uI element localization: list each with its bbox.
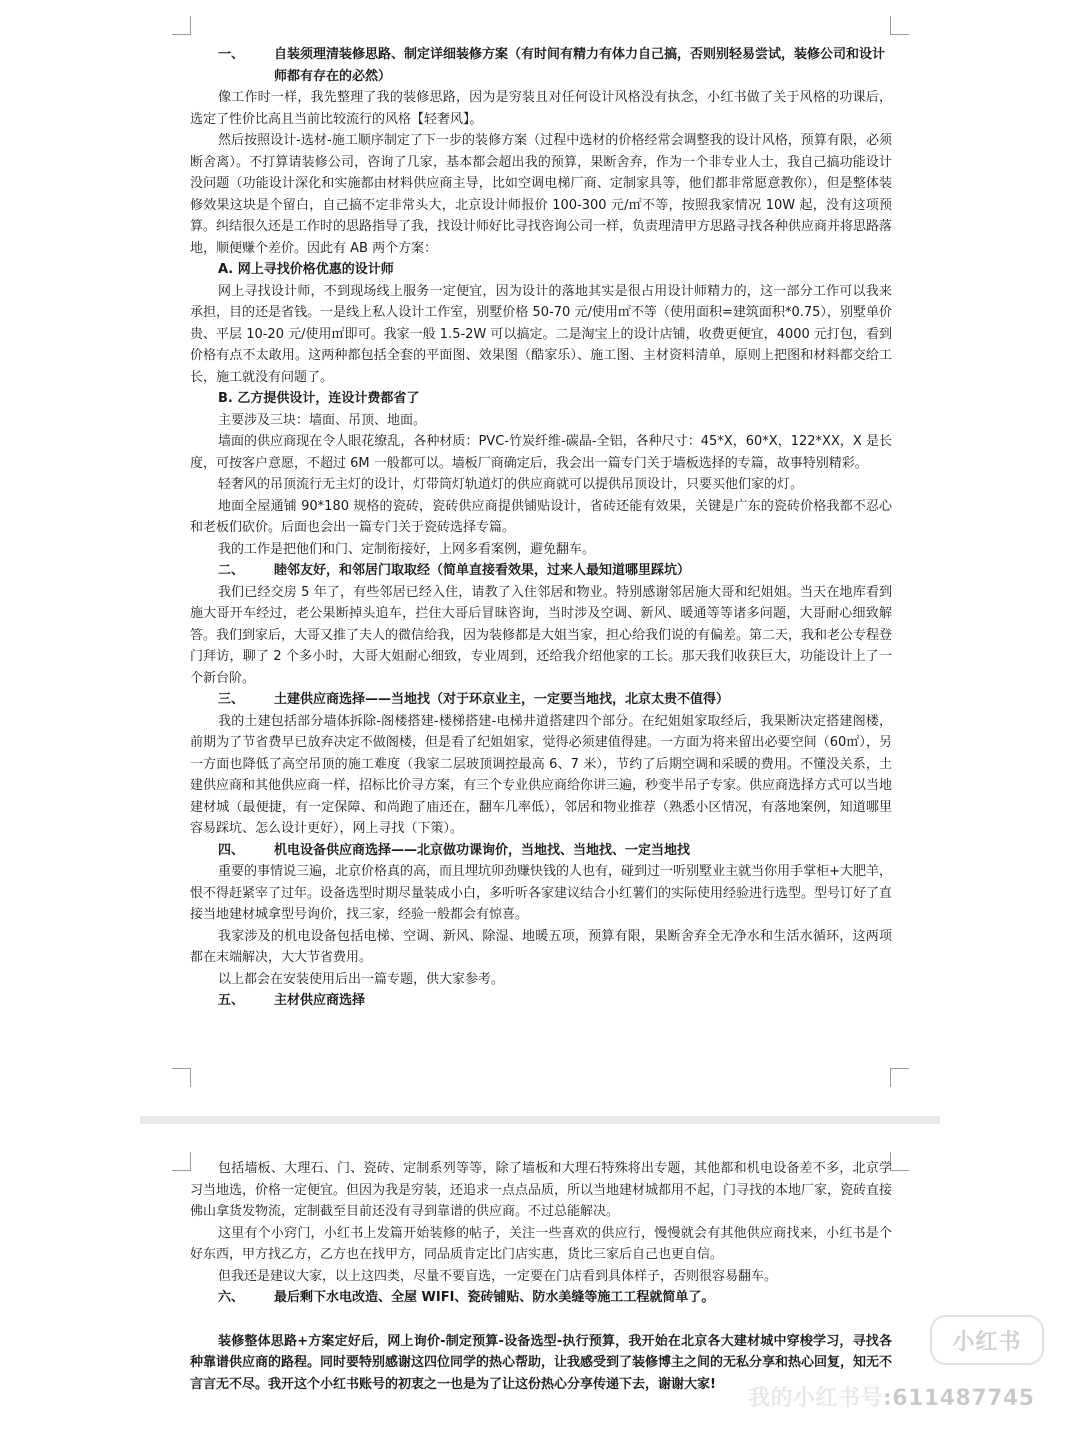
section-4-heading [190, 840, 892, 862]
page-corner-mark [172, 1152, 191, 1171]
paragraph: 这里有个小窍门，小红书上发篇开始装修的帖子，关注一些喜欢的供应行，慢慢就会有其他供应商找来，小红书是个好东西，甲方找乙方，乙方也在找甲方，同品质肯定比门店实惠，货比三家后自己也更自信。 [190, 1225, 892, 1262]
xiaohongshu-logo-watermark: 小红书 [930, 1315, 1044, 1365]
conclusion-paragraph: 装修整体思路+方案定好后，网上询价-制定预算-设备选型-执行预算，我开始在北京各大建材城中穿梭学习，寻找各种靠谱供应商的路程。同时要特别感谢这四位同学的热心帮助，让我感受到了装修博主之间的无私分享和热心回复，知无不言言无不尽。我开这个小红书账号的初衷之一也是为了让这份热心分享传递下去，谢谢大家! [190, 1333, 893, 1392]
section-title: 土建供应商选择——当地找（对于环京业主，一定要当地找，北京太贵不值得） [274, 692, 730, 707]
page-corner-mark [172, 16, 191, 35]
page-corner-mark [890, 16, 909, 35]
section-number: 三、 [218, 692, 245, 707]
paragraph: 网上寻找设计师，不到现场线上服务一定便宜，因为设计的落地其实是很占用设计师精力的，这一部分工作可以我来承担，目的还是省钱。一是线上私人设计工作室，别墅价格 50-70 元/使用㎡不等（使用面积=建筑面积*0.75），别墅单价贵、平层 10-20 元/使用㎡即可。我家一般 1.5-2W 可以搞定。二是淘宝上的设计店铺，收费更便宜，4000 元打包，看到价格有点不太敢用。这两种都包括全套的平面图、效果图（酷家乐）、施工图、主材资料清单，原则上把图和材料都交给工长，施工就没有问题了。 [190, 283, 892, 385]
subsection-a-title: A. 网上寻找价格优惠的设计师 [218, 262, 394, 277]
section-number: 二、 [218, 563, 245, 578]
paragraph: 我们已经交房 5 年了，有些邻居已经入住，请教了入住邻居和物业。特别感谢邻居施大哥和纪姐姐。当天在地库看到施大哥开车经过，老公果断掉头追车，拦住大哥后冒昧咨询，当时涉及空调、新风、暖通等等诸多问题，大哥耐心细致解答。我们到家后，大哥又推了夫人的微信给我，因为装修都是大姐当家，担心给我们说的有偏差。第二天，我和老公专程登门拜访，聊了 2 个多小时，大哥大姐耐心细致，专业周到，还给我介绍他家的工长。那天我们收获巨大，功能设计上了一个新台阶。 [190, 584, 893, 686]
paragraph: 我的工作是把他们和门、定制衔接好，上网多看案例，避免翻车。 [218, 541, 596, 557]
section-5-heading [190, 990, 892, 1012]
paragraph: 主要涉及三块：墙面、吊顶、地面。 [218, 412, 427, 428]
page-corner-mark [172, 1068, 191, 1087]
paragraph: 墙面的供应商现在令人眼花缭乱，各种材质：PVC-竹炭纤维-碳晶-全铝，各种尺寸：45*X，60*X，122*XX，X 是长度，可按客户意愿，不超过 6M 一般都可以。墙板厂商确定后，我会出一篇专门关于墙板选择的专篇，故事特别精彩。 [190, 434, 892, 471]
section-2-heading [190, 560, 892, 582]
section-title: 主材供应商选择 [274, 993, 366, 1008]
section-title: 睦邻友好，和邻居门取取经（简单直接看效果，过来人最知道哪里踩坑） [274, 563, 691, 578]
section-title: 最后剩下水电改造、全屋 WIFI、瓷砖铺贴、防水美缝等施工工程就简单了。 [274, 1290, 715, 1305]
subsection-b-title: B. 乙方提供设计，连设计费都省了 [218, 391, 420, 406]
section-6-heading [190, 1287, 892, 1309]
section-3-heading [190, 689, 892, 711]
section-1-heading [190, 44, 892, 87]
account-id-watermark: 我的小红书号:611487745 [748, 1386, 1035, 1411]
page-2-content [190, 1158, 892, 1395]
paragraph: 地面全屋通铺 90*180 规格的瓷砖，瓷砖供应商提供铺贴设计，省砖还能有效果，关键是广东的瓷砖价格我都不忍心和老板们砍价。后面也会出一篇专门关于瓷砖选择专篇。 [190, 498, 892, 535]
section-title: 机电设备供应商选择——北京做功课询价，当地找、当地找、一定当地找 [274, 842, 691, 858]
page-separator [140, 1116, 940, 1124]
section-number: 六、 [218, 1290, 245, 1305]
paragraph: 然后按照设计-选材-施工顺序制定了下一步的装修方案（过程中选材的价格经常会调整我的设计风格，预算有限，必须断舍离）。不打算请装修公司，咨询了几家，基本都会超出我的预算，果断舍弃，作为一个非专业人士，我自己搞功能设计没问题（功能设计深化和实施都由材料供应商主导，比如空调电梯厂商、定制家具等，他们都非常愿意教你），但是整体装修效果这块是个留白，自己搞不定非常头大，北京设计师报价 100-300 元/㎡不等，按照我家情况 10W 起，没有这项预算。纠结很久还是工作时的思路指导了我，找设计师好比寻找咨询公司一样，负责理清甲方思路寻找各种供应商并将思路落地，顺便赚个差价。因此有 AB 两个方案： [190, 133, 893, 256]
section-number: 四、 [218, 842, 245, 858]
section-number: 五、 [218, 993, 245, 1008]
paragraph: 我的土建包括部分墙体拆除-阁楼搭建-楼梯搭建-电梯井道搭建四个部分。在纪姐姐家取经后，我果断决定搭建阁楼，前期为了节省费早已放弃决定不做阁楼，但是看了纪姐姐家，觉得必须建值得建。一方面为将来留出必要空间（60㎡），另一方面也降低了高空吊顶的施工难度（我家二层玻顶调控最高 6、7 米），节约了后期空调和采暖的费用。不懂没关系，土建供应商和其他供应商一样，招标比价寻方案，有三个专业供应商给你讲三遍，秒变半吊子专家。供应商选择方式可以当地建材城（最便捷，有一定保障、和尚跑了庙还在，翻车几率低），邻居和物业推荐（熟悉小区情况，有落地案例，知道哪里容易踩坑、怎么设计更好），网上寻找（下策）。 [190, 713, 893, 836]
section-number: 一、 [218, 47, 245, 62]
paragraph: 包括墙板、大理石、门、瓷砖、定制系列等等，除了墙板和大理石特殊将出专题，其他都和机电设备差不多，北京学习当地选，价格一定便宜。但因为我是穷装，还追求一点点品质，所以当地建材城都用不起，门寻找的本地厂家，瓷砖直接佛山拿货发物流，定制截至目前还没有寻到靠谱的供应商。不过总能解决。 [190, 1161, 893, 1219]
section-title: 自装须理清装修思路、制定详细装修方案（有时间有精力有体力自己搞，否则别轻易尝试，装修公司和设计师都有存在的必然） [274, 47, 886, 84]
paragraph: 重要的事情说三遍，北京价格真的高，而且埋坑卯劲赚快钱的人也有，碰到过一听别墅业主就当你用手掌柜+大肥羊，恨不得赶紧宰了过年。设备选型时期尽量装成小白，多听听各家建议结合小红薯们的实际使用经验进行选型。型号订好了直接当地建材城拿型号询价，找三家，经验一般都会有惊喜。 [190, 864, 893, 922]
paragraph: 我家涉及的机电设备包括电梯、空调、新风、除湿、地暖五项，预算有限，果断舍弃全无净水和生活水循环，这两项都在末端解决，大大节省费用。 [190, 928, 892, 965]
page-1-content [190, 32, 892, 1012]
page-corner-mark [890, 1152, 909, 1171]
paragraph: 轻奢风的吊顶流行无主灯的设计，灯带筒灯轨道灯的供应商就可以提供吊顶设计，只要买他们家的灯。 [218, 477, 804, 492]
paragraph: 以上都会在安装使用后出一篇专题，供大家参考。 [218, 971, 505, 987]
paragraph: 但我还是建议大家，以上这四类，尽量不要盲选，一定要在门店看到具体样子，否则很容易翻车。 [218, 1268, 778, 1284]
page-corner-mark [890, 1068, 909, 1087]
paragraph: 像工作时一样，我先整理了我的装修思路，因为是穷装且对任何设计风格没有执念，小红书做了关于风格的功课后，选定了性价比高且当前比较流行的风格【轻奢风】。 [190, 90, 892, 127]
